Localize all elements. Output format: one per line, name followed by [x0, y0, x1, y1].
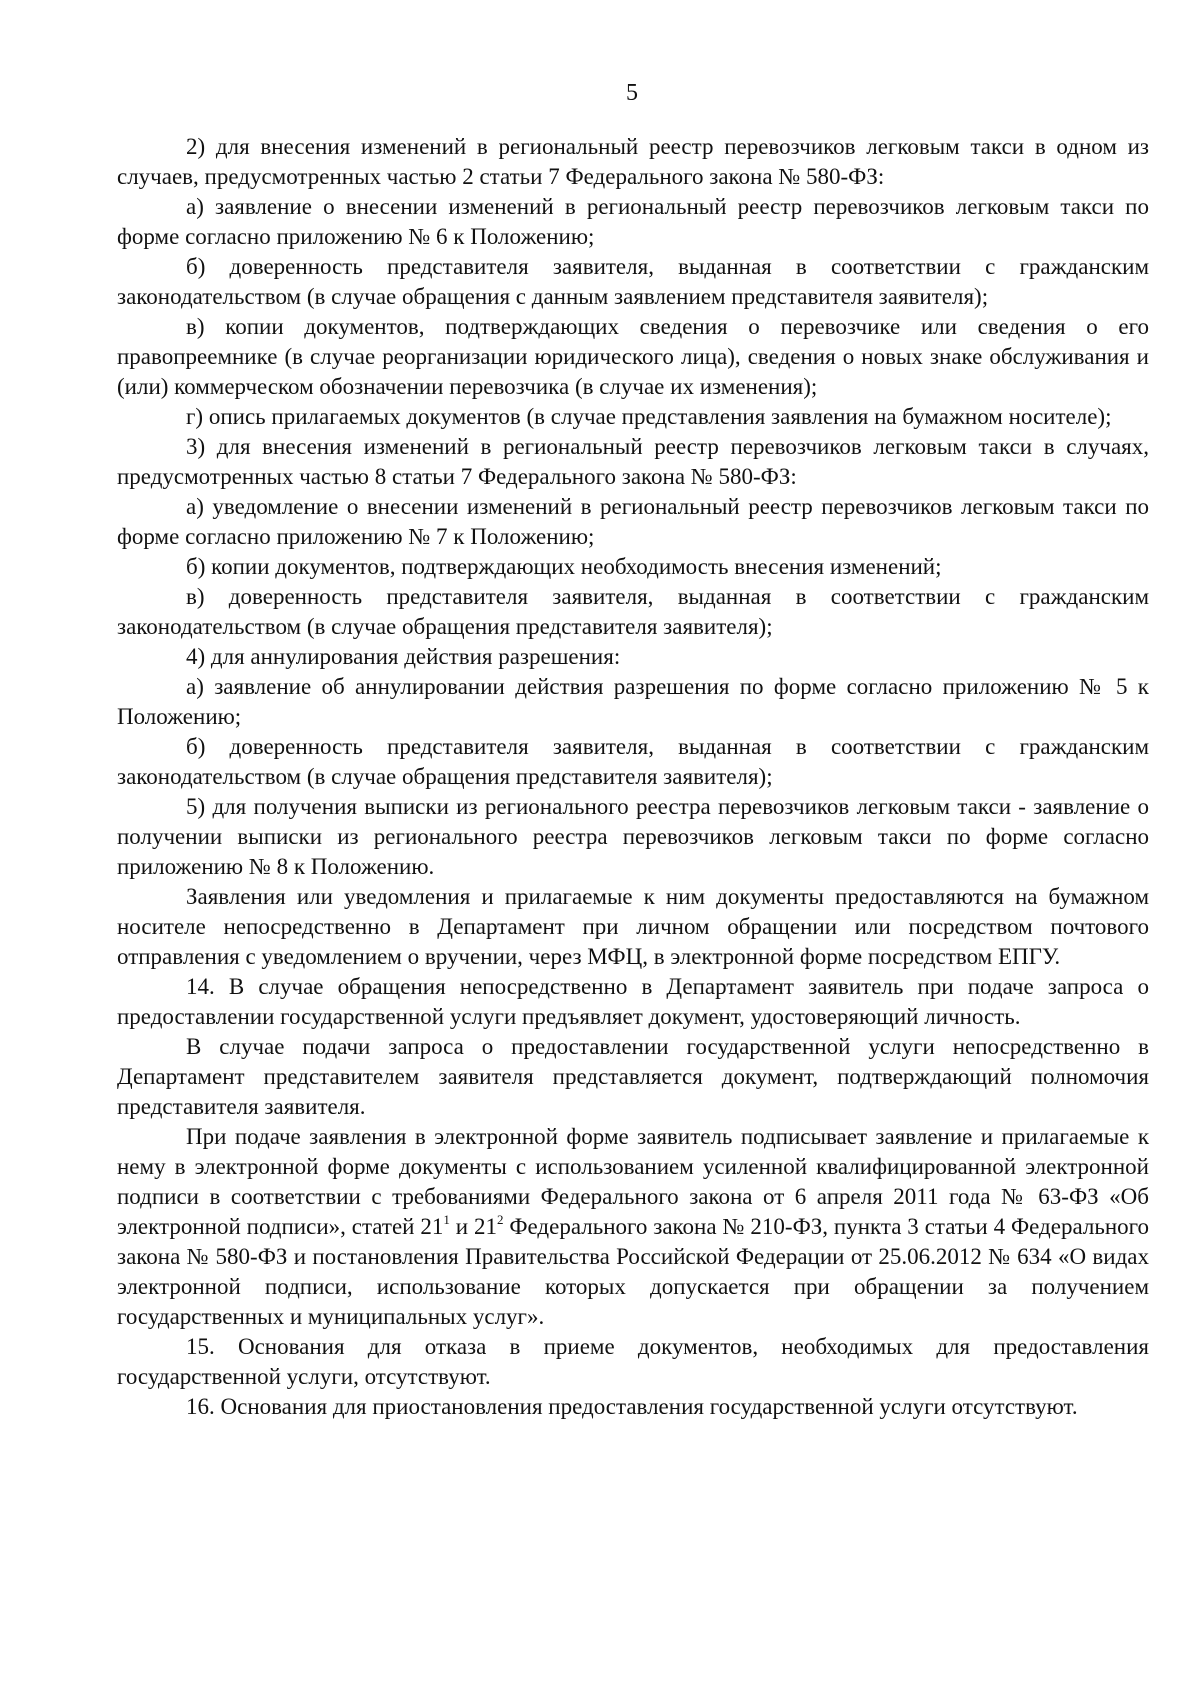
paragraph: 16. Основания для приостановления предоставления государственной услуги отсутствуют.: [186, 1394, 1078, 1419]
paragraph-text: и 21: [449, 1214, 497, 1239]
paragraph: б) доверенность представителя заявителя, выданная в соответствии с гражданским законодательством (в случае обращения с данным заявлением представителя заявителя);: [117, 254, 1149, 309]
paragraph: а) заявление об аннулировании действия разрешения по форме согласно приложению № 5 к Положению;: [117, 674, 1149, 729]
page-number: 5: [626, 80, 638, 106]
paragraph: в) доверенность представителя заявителя, выданная в соответствии с гражданским законодательством (в случае обращения представителя заявителя);: [117, 584, 1149, 639]
paragraph: а) уведомление о внесении изменений в региональный реестр перевозчиков легковым такси по форме согласно приложению № 7 к Положению;: [117, 494, 1149, 549]
paragraph: б) доверенность представителя заявителя, выданная в соответствии с гражданским законодательством (в случае обращения представителя заявителя);: [117, 734, 1149, 789]
paragraph-text: При подаче заявления в электронной форме заявитель подписывает заявление и прилагаемые к нему в электронной форме документы с использованием усиленной квалифицированной электронной подписи в соответствии с требованиями Федерального закона от 6 апреля 2011 года № 63-ФЗ «Об электронной подписи», статей 21: [117, 1124, 1149, 1239]
paragraph: Заявления или уведомления и прилагаемые к ним документы предоставляются на бумажном носителе непосредственно в Департамент при личном обращении или посредством почтового отправления с уведомлением о вручении, через МФЦ, в электронной форме посредством ЕПГУ.: [117, 884, 1149, 969]
superscript: 1: [443, 1212, 450, 1228]
document-body: [117, 132, 1149, 1422]
electronic-signature-paragraph: [117, 1122, 1149, 1332]
paragraph: г) опись прилагаемых документов (в случае представления заявления на бумажном носителе);: [186, 404, 1112, 429]
paragraph: 2) для внесения изменений в региональный реестр перевозчиков легковым такси в одном из случаев, предусмотренных частью 2 статьи 7 Федерального закона № 580-ФЗ:: [117, 134, 1149, 189]
paragraph: В случае подачи запроса о предоставлении государственной услуги непосредственно в Департамент представителем заявителя представляется документ, подтверждающий полномочия представителя заявителя.: [117, 1034, 1149, 1119]
paragraph: а) заявление о внесении изменений в региональный реестр перевозчиков легковым такси по форме согласно приложению № 6 к Положению;: [117, 194, 1149, 249]
superscript: 2: [496, 1212, 504, 1228]
paragraph: 5) для получения выписки из регионального реестра перевозчиков легковым такси - заявление о получении выписки из регионального реестра перевозчиков легковым такси по форме согласно приложению № 8 к Положению.: [117, 794, 1149, 879]
paragraph-text: Федерального закона № 210-ФЗ, пункта 3 статьи 4 Федерального закона № 580-ФЗ и постановления Правительства Российской Федерации от 25.06.2012 № 634 «О видах электронной подписи, использование которых допускается при обращении за получением государственных и муниципальных услуг».: [117, 1214, 1149, 1329]
paragraph: 15. Основания для отказа в приеме документов, необходимых для предоставления государственной услуги, отсутствуют.: [117, 1334, 1149, 1389]
paragraph: 4) для аннулирования действия разрешения:: [186, 644, 621, 669]
paragraph: 14. В случае обращения непосредственно в Департамент заявитель при подаче запроса о предоставлении государственной услуги предъявляет документ, удостоверяющий личность.: [117, 974, 1149, 1029]
paragraph: б) копии документов, подтверждающих необходимость внесения изменений;: [186, 554, 942, 579]
paragraph: в) копии документов, подтверждающих сведения о перевозчике или сведения о его правопреемнике (в случае реорганизации юридического лица), сведения о новых знаке обслуживания и (или) коммерческом обозначении перевозчика (в случае их изменения);: [117, 314, 1149, 399]
paragraph: 3) для внесения изменений в региональный реестр перевозчиков легковым такси в случаях, предусмотренных частью 8 статьи 7 Федерального закона № 580-ФЗ:: [117, 434, 1149, 489]
